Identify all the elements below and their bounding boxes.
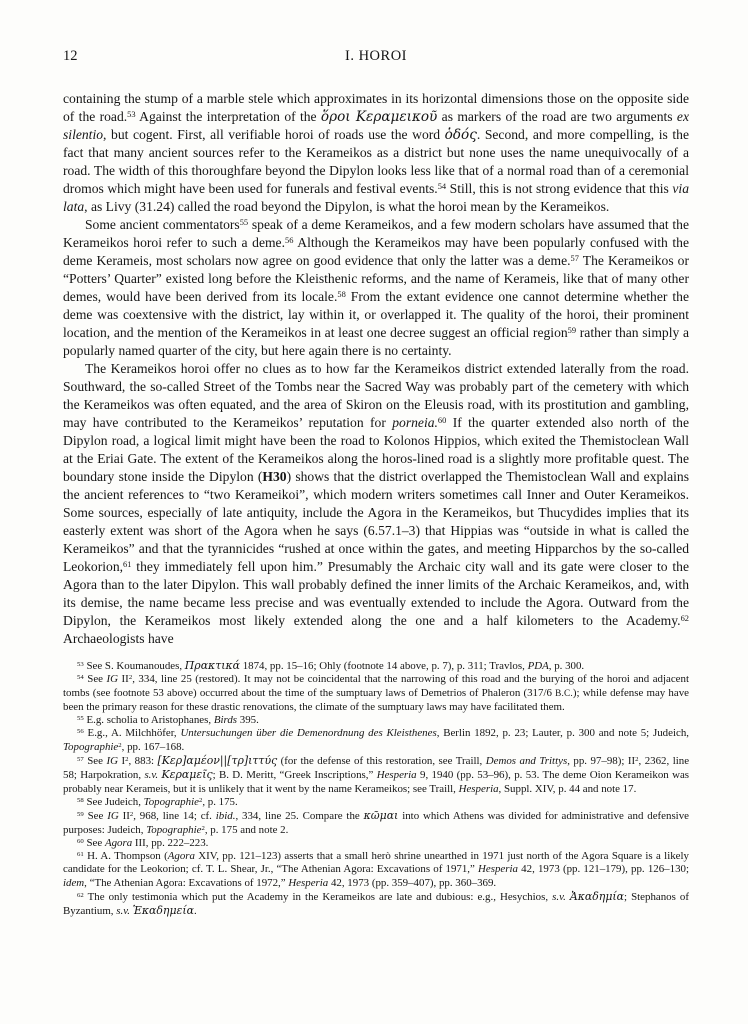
footnote-number: 62 bbox=[77, 892, 84, 900]
footnote-item: $^{56}$ E.g., A. Milchhöfer, Untersuchungen über die Demenordnung des Kleisthenes, Berlin 1892, p. 23; Lauter, p. 300 and note 5; Judeich, Topographie$^2$, pp. 167–168. bbox=[63, 727, 689, 753]
footnote-number: 60 bbox=[77, 837, 84, 845]
paragraph: containing the stump of a marble stele which approximates in its horizontal dimensions those on the opposite side of the road.$^{53}$ Against the interpretation of the ὅροι Κεραμεικοῦ as markers of the road are two arguments ex silentio, but cogent. First, all verifiable horoi of roads use the word ὁδός. Second, and more compelling, is the fact that many ancient sources refer to the Kerameikos as a district but none uses the name unequivocally of a road. The width of this thoroughfare beyond the Dipylon looks less like that of a normal road than of a ceremonial dromos which might have been used for funerals and festival events.$^{54}$ Still, this is not strong evidence that this via lata, as Livy (31.24) called the road beyond the Dipylon, is what the horoi mean by the Kerameikos. bbox=[63, 91, 690, 214]
running-header bbox=[63, 48, 689, 65]
footnote-number: 55 bbox=[77, 715, 84, 723]
footnote-item: $^{62}$ The only testimonia which put the Academy in the Kerameikos are late and dubious: e.g., Hesychios, s.v. Ἀκαδημία; Stephanos of Byzantium, s.v. Ἑκαδημεία. bbox=[63, 890, 689, 918]
footnote-item: $^{57}$ See IG $I^2$, 883: [Κερ]αμέον||[τρ]ιττύς (for the defense of this restoration, see Traill, Demos and Trittys, pp. 97–98); $II^2$, 2362, line 58; Harpokration, s.v. Κεραμεῖς; B. D. Meritt, “Greek Inscriptions,” Hesperia 9, 1940 (pp. 53–96), p. 53. The deme Oion Kerameikon was probably near Kerameis, but it is unlikely that it went by the name Kerameikos; see Traill, Hesperia, Suppl. XIV, p. 44 and note 17. bbox=[63, 754, 690, 795]
footnotes bbox=[63, 659, 689, 919]
footnote-item: $^{61}$ H. A. Thompson (Agora XIV, pp. 121–123) asserts that a small herò shrine unearthed in 1971 just north of the Agora Square is a likely candidate for the Leokorion; cf. T. L. Shear, Jr., “The Athenian Agora: Excavations of 1971,” Hesperia 42, 1973 (pp. 121–179), pp. 126–130; idem, “The Athenian Agora: Excavations of 1972,” Hesperia 42, 1973 (pp. 359–407), pp. 360–369. bbox=[63, 850, 689, 889]
footnote-item: $^{60}$ See Agora III, pp. 222–223. bbox=[77, 836, 209, 849]
body-text bbox=[63, 90, 689, 648]
footnote-number: 54 bbox=[77, 674, 84, 682]
footnote-number: 53 bbox=[77, 660, 84, 668]
footnote-number: 57 bbox=[77, 756, 84, 764]
footnote-number: 59 bbox=[77, 811, 84, 819]
footnote-item: $^{53}$ See S. Koumanoudes, Πρακτικά 1874, pp. 15–16; Ohly (footnote 14 above, p. 7), p. 311; Travlos, PDA, p. 300. bbox=[77, 659, 585, 672]
footnote-number: 56 bbox=[77, 728, 84, 736]
footnote-number: 61 bbox=[77, 851, 84, 859]
footnote-number: 58 bbox=[77, 796, 84, 804]
footnote-item: $^{54}$ See IG $II^2$, 334, line 25 (restored). It may not be coincidental that the narrowing of this road and the burying of the horoi and adjacent tombs (see footnote 53 above) occurred about the time of the sumptuary laws of Demetrios of Phaleron (317/6 B.C.); while defense may have been the primary reason for these drastic renovations, the climate of the sumptuary laws may have facilitated them. bbox=[63, 673, 689, 713]
footnote-item: $^{58}$ See Judeich, Topographie$^2$, p. 175. bbox=[77, 795, 238, 808]
paragraph: Some ancient commentators$^{55}$ speak of a deme Kerameikos, and a few modern scholars have assumed that the Kerameikos horoi refer to such a deme.$^{56}$ Although the Kerameikos may have been popularly confused with the deme Kerameis, most scholars now agree on good evidence that only the latter was a deme.$^{57}$ The Kerameikos or “Potters’ Quarter” existed long before the Kleisthenic reforms, and the name of Kerameis, like that of many other demes, would have been derived from its locale.$^{58}$ From the extant evidence one cannot determine whether the deme was coextensive with the district, lay within it, or overlapped it. The quality of the horoi, their prominent location, and the mention of the Kerameikos in at least one decree suggest an official region$^{59}$ rather than simply a popularly named quarter of the city, but here again there is no certainty. bbox=[63, 217, 690, 358]
running-head-title: I. HOROI bbox=[345, 48, 407, 64]
paragraph: The Kerameikos horoi offer no clues as to how far the Kerameikos district extended laterally from the road. Southward, the so-called Street of the Tombs near the Sacred Way was probably part of the cemetery with which the Kerameikos was often equated, and the area of Skiron on the Eleusis road, with its prostitution and gambling, may have contributed to the Kerameikos’ reputation for porneia.$^{60}$ If the quarter extended also north of the Dipylon road, a logical limit might have been the road to Kolonos Hippios, which exited the Themistoclean Wall at the Eriai Gate. The extent of the Kerameikos along the horos-lined road is a slightly more profitable quest. The boundary stone inside the Dipylon (H30) shows that the district overlapped the Themistoclean Wall and explains the ancient references to “two Kerameikoi”, which modern writers sometimes call Inner and Outer Kerameikos. Some sources, especially of late antiquity, include the Agora in the Kerameikos, but Thucydides implies that its easterly extent was short of the Agora when he says (6.57.1–3) that Hippias was “outside in what is called the Kerameikos” and that the tyrannicides “rushed at once within the gates, and meeting Hipparchos by the so-called Leokorion,$^{61}$ they immediately fell upon him.” Presumably the Archaic city wall and its gate were closer to the Agora than to the later Dipylon. This wall probably defined the inner limits of the Archaic Kerameikos, and, with its demise, the name became less precise and was eventually extended to include the Agora. Outward from the Dipylon, the Kerameikos most likely extended along the one and a half kilometers to the Academy.$^{62}$ Archaeologists have bbox=[63, 361, 689, 646]
page-number: 12 bbox=[63, 48, 78, 64]
footnote-item: $^{55}$ E.g. scholia to Aristophanes, Birds 395. bbox=[77, 714, 259, 727]
footnote-item: $^{59}$ See IG $II^2$, 968, line 14; cf. ibid., 334, line 25. Compare the κῶμαι into which Athens was divided for administrative and defensive purposes: Judeich, Topographie$^2$, p. 175 and note 2. bbox=[63, 809, 689, 836]
